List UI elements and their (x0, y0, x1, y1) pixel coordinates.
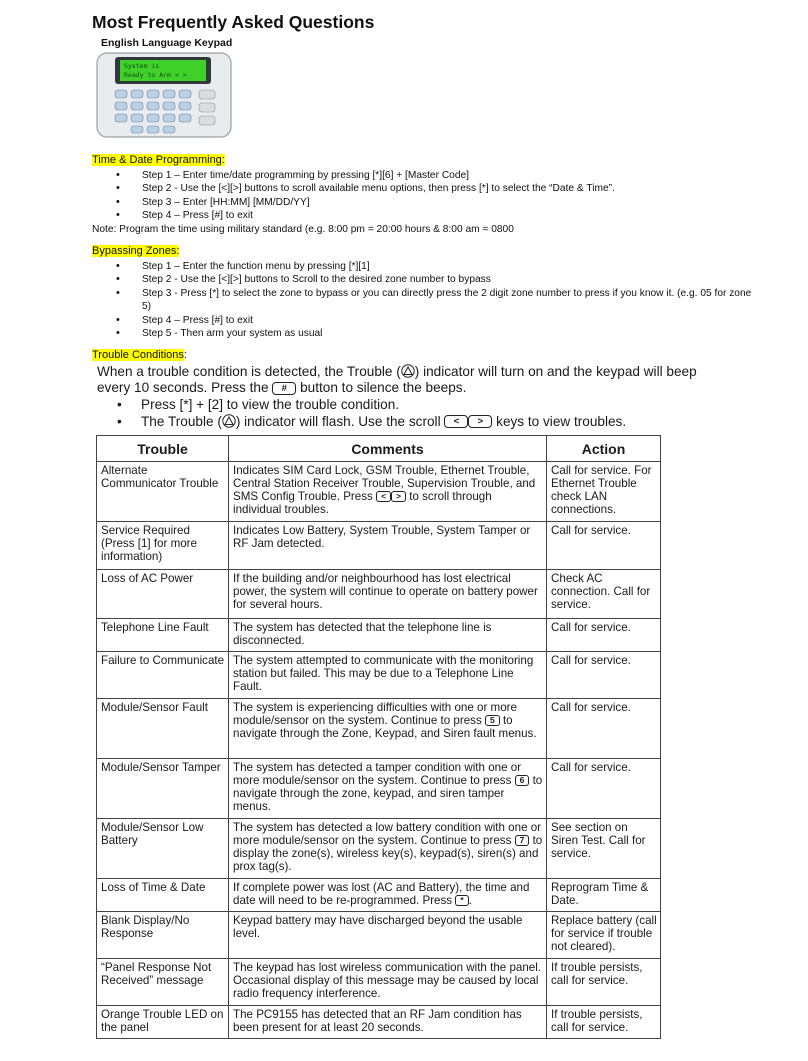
table-header-row (97, 436, 661, 462)
list-item: • Step 3 – Enter [HH:MM] [MM/DD/YY] (92, 196, 762, 209)
trouble-heading: Trouble Conditions (92, 349, 184, 361)
bullet2-text-c: keys to view troubles. (496, 413, 627, 429)
cell-trouble: Loss of AC Power (97, 570, 229, 619)
list-item (97, 414, 717, 431)
cell-comment: Keypad battery may have discharged beyond the usable level. (229, 912, 547, 959)
cell-comment: The system has detected a low battery condition with one or more module/sensor on the system. Continue to press 7 to display the zone(s), wireless key(s), keypad(s), siren(s) and prox tag(s). (229, 819, 547, 879)
cell-comment: Indicates Low Battery, System Trouble, System Tamper or RF Jam detected. (229, 522, 547, 570)
keycap-icon: * (455, 895, 468, 906)
hash-key-icon: # (272, 382, 296, 395)
intro-text-c: button to silence the beeps. (300, 380, 467, 395)
trouble-intro (97, 364, 717, 430)
scroll-right-key-icon: > (468, 415, 492, 428)
intro-text-b: ) indicator will turn on and the keypad will beep every 10 seconds. Press the (97, 364, 697, 395)
list-item: • Step 4 – Press [#] to exit (92, 314, 762, 327)
cell-comment: If the building and/or neighbourhood has lost electrical power, the system will continue to operate on battery power for several hours. (229, 570, 547, 619)
keycap-icon: 5 (485, 715, 500, 726)
table-row (97, 619, 661, 652)
scroll-left-key-icon: < (444, 415, 468, 428)
list-item: • Step 2 - Use the [<][>] buttons to scroll available menu options, then press [*] to select the “Date & Time”. (92, 182, 762, 195)
cell-trouble: Loss of Time & Date (97, 879, 229, 912)
time-date-section (92, 154, 762, 236)
cell-comment: The system has detected that the telephone line is disconnected. (229, 619, 547, 652)
lcd-line-1: System is (124, 62, 160, 70)
col-comments: Comments (229, 436, 547, 462)
list-item: • Press [*] + [2] to view the trouble condition. (97, 397, 717, 414)
military-time-note: Note: Program the time using military standard (e.g. 8:00 pm = 20:00 hours & 8:00 am = 0800 (92, 223, 514, 235)
cell-trouble: Blank Display/No Response (97, 912, 229, 959)
table-row (97, 1006, 661, 1039)
cell-trouble: Alternate Communicator Trouble (97, 462, 229, 522)
bypass-heading: Bypassing Zones: (92, 245, 180, 257)
bullet2-text-a: The Trouble ( (141, 413, 222, 429)
table-row (97, 652, 661, 699)
cell-action: Call for service. For Ethernet Trouble check LAN connections. (547, 462, 661, 522)
cell-trouble: Module/Sensor Fault (97, 699, 229, 759)
bullet2-text-b: ) indicator will flash. Use the scroll (235, 413, 441, 429)
cell-trouble: Orange Trouble LED on the panel (97, 1006, 229, 1039)
cell-trouble: Telephone Line Fault (97, 619, 229, 652)
cell-comment: The PC9155 has detected that an RF Jam condition has been present for at least 20 seconds. (229, 1006, 547, 1039)
cell-trouble: Module/Sensor Tamper (97, 759, 229, 819)
cell-action: See section on Siren Test. Call for service. (547, 819, 661, 879)
page-title: Most Frequently Asked Questions (92, 12, 375, 32)
cell-comment: Indicates SIM Card Lock, GSM Trouble, Ethernet Trouble, Central Station Receiver Trouble, Supervision Trouble, and SMS Config Trouble. Press < > to scroll through individual troubles. (229, 462, 547, 522)
list-item: • Step 4 – Press [#] to exit (92, 209, 762, 222)
cell-action: Call for service. (547, 652, 661, 699)
keycap-icon: 6 (515, 775, 530, 786)
cell-action: Call for service. (547, 619, 661, 652)
cell-trouble: “Panel Response Not Received” message (97, 959, 229, 1006)
table-row (97, 819, 661, 879)
cell-comment: The system has detected a tamper condition with one or more module/sensor on the system. Continue to press 6 to navigate through the zone, keypad, and siren tamper menus. (229, 759, 547, 819)
table-row (97, 522, 661, 570)
cell-trouble: Module/Sensor Low Battery (97, 819, 229, 879)
table-row (97, 912, 661, 959)
keycap-icon: > (391, 491, 406, 502)
trouble-triangle-icon (401, 364, 415, 378)
cell-trouble: Failure to Communicate (97, 652, 229, 699)
table-row (97, 879, 661, 912)
cell-action: If trouble persists, call for service. (547, 1006, 661, 1039)
cell-action: Call for service. (547, 699, 661, 759)
trouble-heading-line (92, 349, 187, 361)
cell-action: Call for service. (547, 759, 661, 819)
trouble-heading-colon: : (183, 349, 187, 361)
cell-action: Replace battery (call for service if trouble not cleared). (547, 912, 661, 959)
cell-trouble: Service Required (Press [1] for more information) (97, 522, 229, 570)
list-item: • Step 3 - Press [*] to select the zone to bypass or you can directly press the 2 digit zone number to press if you know it. (e.g. 05 for zone 5) (92, 287, 762, 314)
col-trouble: Trouble (97, 436, 229, 462)
table-row (97, 570, 661, 619)
cell-action: Reprogram Time & Date. (547, 879, 661, 912)
cell-action: Call for service. (547, 522, 661, 570)
table-row (97, 699, 661, 759)
keypad-label: English Language Keypad (101, 37, 233, 49)
cell-comment: The system is experiencing difficulties with one or more module/sensor on the system. Continue to press 5 to navigate through the Zone, Keypad, and Siren fault menus. (229, 699, 547, 759)
cell-comment: The keypad has lost wireless communication with the panel. Occasional display of this message may be caused by local radio frequency interference. (229, 959, 547, 1006)
cell-comment: The system attempted to communicate with the monitoring station but failed. This may be due to a Telephone Line Fault. (229, 652, 547, 699)
time-date-heading: Time & Date Programming: (92, 154, 225, 166)
keycap-icon: < (376, 491, 391, 502)
bypass-section (92, 245, 762, 340)
lcd-line-2: Ready to Arm < > (124, 71, 187, 79)
list-item: • Step 2 - Use the [<][>] buttons to Scroll to the desired zone number to bypass (92, 273, 762, 286)
trouble-triangle-icon (222, 414, 236, 428)
keypad-image (95, 51, 233, 139)
cell-action: Check AC connection. Call for service. (547, 570, 661, 619)
intro-text-a: When a trouble condition is detected, the Trouble ( (97, 364, 401, 379)
list-item: • Step 1 – Enter time/date programming by pressing [*][6] + [Master Code] (92, 169, 762, 182)
list-item: • Step 1 – Enter the function menu by pressing [*][1] (92, 260, 762, 273)
table-row (97, 759, 661, 819)
table-row (97, 959, 661, 1006)
table-row (97, 462, 661, 522)
cell-comment: If complete power was lost (AC and Battery), the time and date will need to be re-programmed. Press * . (229, 879, 547, 912)
keycap-icon: 7 (515, 835, 530, 846)
col-action: Action (547, 436, 661, 462)
list-item: • Step 5 - Then arm your system as usual (92, 327, 762, 340)
trouble-table (96, 435, 661, 1039)
cell-action: If trouble persists, call for service. (547, 959, 661, 1006)
